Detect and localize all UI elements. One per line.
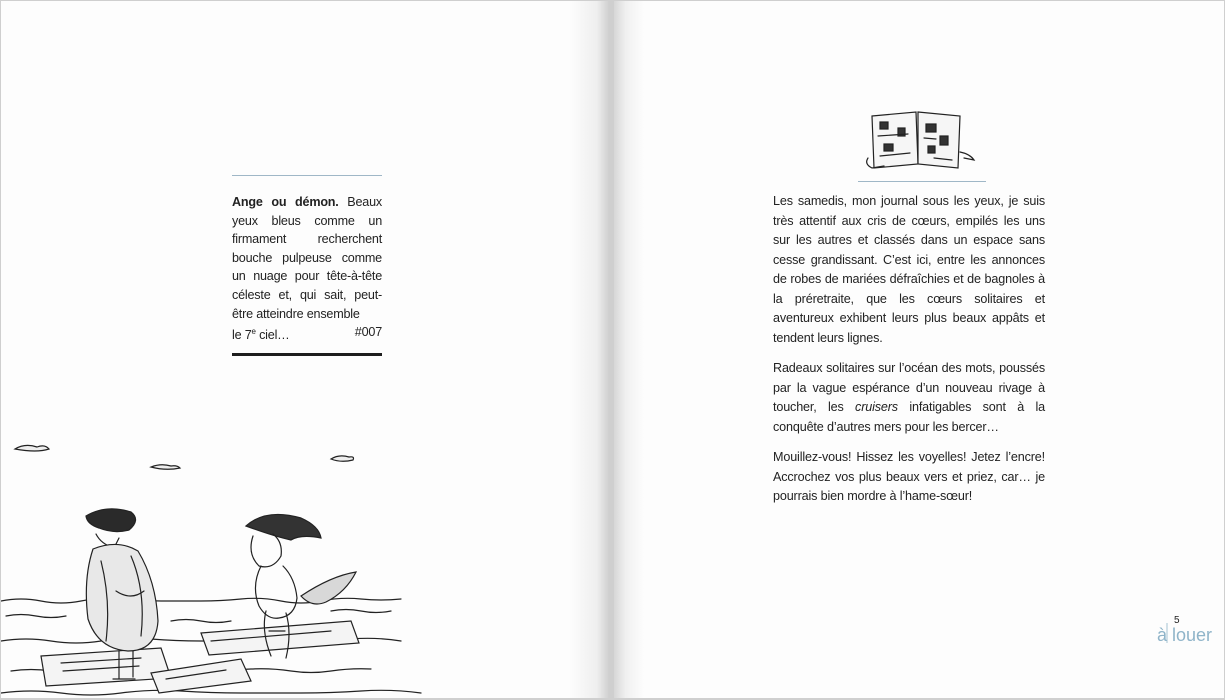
body-text: [773, 192, 1045, 518]
ad-last-end: ciel…: [255, 328, 290, 343]
gutter-shadow: [569, 1, 609, 698]
ad-bottom-rule: [232, 353, 382, 356]
paragraph-2-end: infatigables sont à la conquête d’autres mers pour les bercer…: [773, 400, 1045, 434]
ad-text: [232, 193, 382, 345]
paragraph-1: Les samedis, mon journal sous les yeux, je suis très attentif aux cris de cœurs, empilés les uns sur les autres et classés dans un espace sans cesse grandissant. C’est ici, entre les annonces de robes de mariées défraîchies et de bagnoles à la préretraite, que les cœurs solitaires et aventureux exhibent leurs plus beaux appâts et tendent leurs lignes.: [773, 194, 1045, 345]
ad-top-rule: [232, 175, 382, 176]
personal-ad: [232, 175, 382, 356]
paragraph-3: Mouillez-vous! Hissez les voyelles! Jetez l’encre! Accrochez vos plus beaux vers et priez, car… je pourrais bien mordre à l’hame-sœur!: [773, 450, 1045, 503]
ink-illustration: [1, 431, 431, 698]
ad-body: Beaux yeux bleus comme un firmament recherchent bouche pulpeuse comme un nuage pour tête-à-tête céleste et, qui sait, peut-être atteindre ensemble: [232, 195, 382, 321]
ad-last-text: [232, 323, 290, 345]
ad-last-sup: e: [251, 327, 256, 337]
ad-reference: #007: [354, 325, 382, 340]
section-rule: [858, 181, 986, 182]
ad-lead: Ange ou démon.: [232, 195, 339, 209]
logo-text: à louer: [1157, 625, 1213, 645]
a-louer-logo: [1157, 623, 1215, 645]
gutter-shadow-right: [614, 1, 644, 698]
left-page: [1, 1, 609, 698]
newspaper-reader-icon: [864, 106, 976, 176]
paragraph-2: [773, 359, 1045, 437]
ad-last-line: [232, 323, 382, 345]
right-page: [614, 1, 1224, 698]
paragraph-2-start: Radeaux solitaires sur l’océan des mots, poussés par la vague espérance d’un nouveau rivage à toucher, les: [773, 361, 1045, 414]
paragraph-2-italic: cruisers: [855, 400, 898, 414]
page-number: 5: [1174, 615, 1180, 626]
ad-last-start: le 7: [232, 328, 252, 343]
